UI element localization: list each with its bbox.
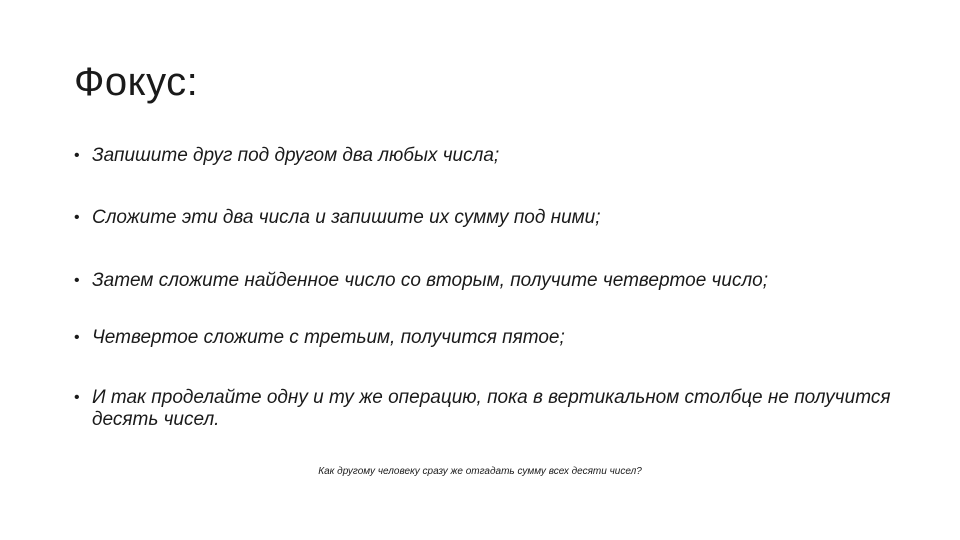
- bullet-text: Запишите друг под другом два любых числа;: [92, 145, 500, 166]
- bullet-item: [74, 387, 894, 431]
- footnote: Как другому человеку сразу же отгадать сумму всех десяти чисел?: [318, 466, 642, 477]
- bullet-marker: •: [74, 389, 80, 406]
- bullet-marker: •: [74, 272, 80, 289]
- bullet-marker: •: [74, 209, 80, 226]
- bullet-text: Сложите эти два числа и запишите их сумму под ними;: [92, 207, 601, 228]
- bullet-text: И так проделайте одну и ту же операцию, пока в вертикальном столбце не получится десять чисел.: [92, 387, 891, 430]
- bullet-item: [74, 270, 894, 292]
- bullet-text: Четвертое сложите с третьим, получится пятое;: [92, 327, 565, 348]
- bullet-item: [74, 327, 894, 349]
- slide-title: Фокус:: [74, 60, 199, 104]
- bullet-marker: •: [74, 329, 80, 346]
- bullet-item: [74, 207, 894, 229]
- bullet-text: Затем сложите найденное число со вторым, получите четвертое число;: [92, 270, 769, 291]
- bullet-item: [74, 145, 894, 167]
- bullet-marker: •: [74, 147, 80, 164]
